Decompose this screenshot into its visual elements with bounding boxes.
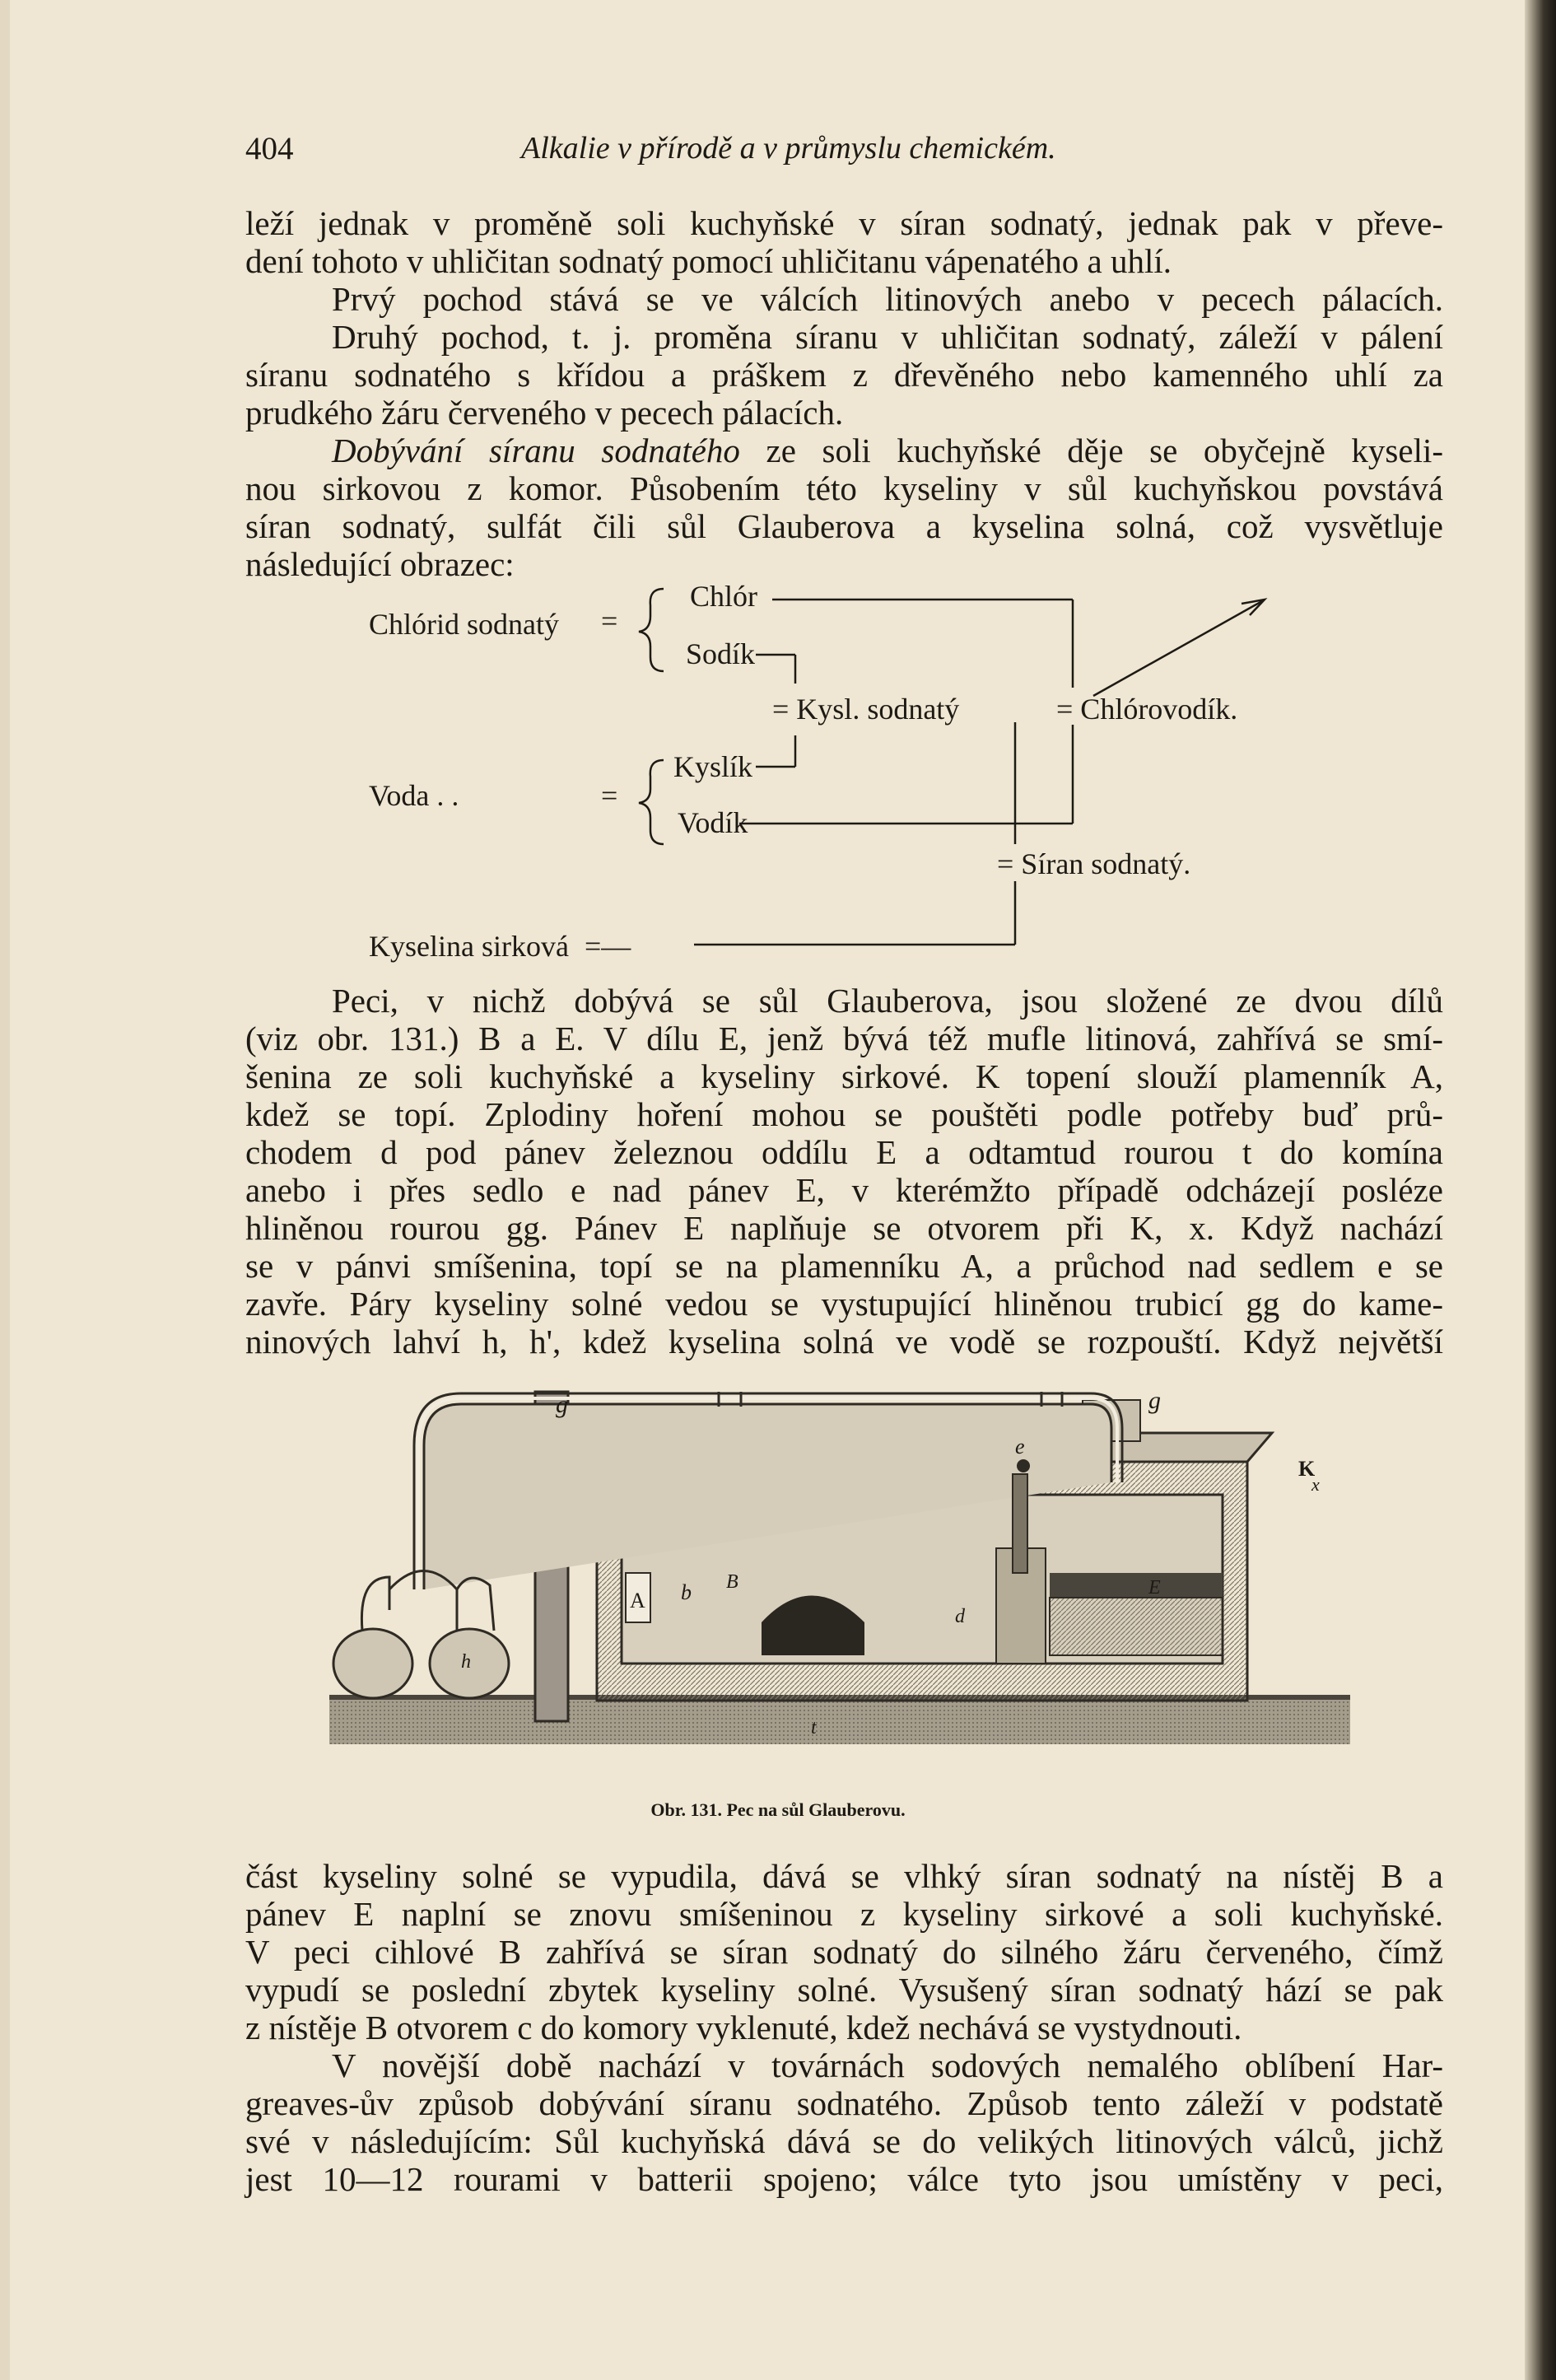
text-line: se v pánvi smíšenina, topí se na plamenníku A, a průchod nad sedlem e se <box>245 1247 1443 1285</box>
text-line: jest 10—12 rourami v batterii spojeno; válce tyto jsou umístěny v peci, <box>245 2160 1443 2198</box>
furnace-illustration <box>325 1384 1354 1779</box>
text-line: chodem d pod pánev železnou oddílu E a odtamtud rourou t do komína <box>245 1133 1443 1171</box>
page-header <box>245 130 1443 171</box>
text-line: zavře. Páry kyseliny solné vedou se vystupující hliněnou trubicí gg do kame- <box>245 1285 1443 1323</box>
text-line: ninových lahví h, h', kdež kyselina solná ve vodě se rozpouští. Když největší <box>245 1323 1443 1360</box>
text-line: síran sodnatý, sulfát čili sůl Glauberova a kyselina solná, což vysvětluje <box>245 507 1443 545</box>
book-spine-edge <box>1525 0 1556 2380</box>
fig-label-e-upper: E <box>1148 1577 1161 1598</box>
label-sodik: Sodík <box>686 637 756 670</box>
text-line: následující obrazec: <box>245 545 515 583</box>
equals-sign: =— <box>585 930 631 963</box>
text-line: nou sirkovou z komor. Působením této kyseliny v sůl kuchyňskou povstává <box>245 469 1443 507</box>
label-vodik: Vodík <box>678 806 748 839</box>
figure-caption: Obr. 131. Pec na sůl Glauberovu. <box>650 1799 906 1820</box>
label-kyselina-sirkova: Kyselina sirková <box>369 930 569 963</box>
fig-label-t: t <box>811 1717 817 1738</box>
fig-label-g: g <box>556 1391 568 1418</box>
italic-term: Dobývání síranu sodnatého <box>332 432 740 469</box>
label-chlorid-sodnaty: Chlórid sodnatý <box>369 608 559 641</box>
text-line: vypudí se poslední zbytek kyseliny solné. Vysušený síran sodnatý hází se pak <box>245 1971 1443 2009</box>
paragraph-3 <box>245 982 1443 1360</box>
text-line: Prvý pochod stává se ve válcích litinových anebo v pecech pálacích. <box>332 280 1443 318</box>
label-chlorovodik: = Chlórovodík. <box>1056 693 1238 726</box>
paragraph-1 <box>245 204 1443 432</box>
running-title: Alkalie v přírodě a v průmyslu chemickém. <box>521 131 1056 166</box>
equals-sign: = <box>601 779 618 812</box>
fig-label-a: A <box>630 1589 645 1612</box>
fig-label-b-upper: B <box>726 1571 738 1593</box>
fig-label-b: b <box>681 1580 692 1604</box>
label-kyslik: Kyslík <box>673 750 753 783</box>
paragraph-4 <box>245 1857 1443 2046</box>
text-line: své v následujícím: Sůl kuchyňská dává se do velikých litinových válců, jichž <box>245 2122 1443 2160</box>
text-line: (viz obr. 131.) B a E. V dílu E, jenž bývá též mufle litinová, zahřívá se smí- <box>245 1020 1443 1057</box>
brace-chlorid <box>639 589 664 671</box>
text-line: část kyseliny solné se vypudila, dává se vlhký síran sodnatý na nístěj B a <box>245 1857 1443 1895</box>
text-line: Peci, v nichž dobývá se sůl Glauberova, jsou složené ze dvou dílů <box>332 982 1443 1020</box>
text-line: z nístěje B otvorem c do komory vyklenuté, kdež nechává se vystydnouti. <box>245 2009 1242 2046</box>
reaction-scheme <box>245 572 1316 968</box>
label-kysl-sodnaty: = Kysl. sodnatý <box>772 693 960 726</box>
text-line: kdež se topí. Zplodiny hoření mohou se pouštěti podle potřeby buď prů- <box>245 1095 1443 1133</box>
page-left-edge <box>0 0 10 2380</box>
fig-label-g: g <box>1148 1387 1161 1414</box>
fig-label-h: h <box>461 1651 471 1673</box>
page-number: 404 <box>245 131 294 166</box>
fig-label-e: e <box>1015 1435 1025 1458</box>
paragraph-5 <box>245 2046 1443 2198</box>
text-line: prudkého žáru červeného v pecech pálacích. <box>245 394 844 432</box>
fig-label-d: d <box>955 1606 965 1627</box>
text-line: greaves-ův způsob dobývání síranu sodnatého. Způsob tento záleží v podstatě <box>245 2084 1443 2122</box>
text-line: V peci cihlové B zahřívá se síran sodnatý do silného žáru červeného, čímž <box>245 1933 1443 1971</box>
label-chlor: Chlór <box>690 580 758 613</box>
text-line: anebo i přes sedlo e nad pánev E, v kterémžto případě odcházejí posléze <box>245 1171 1443 1209</box>
brace-voda <box>639 760 664 844</box>
text-line: dení tohoto v uhličitan sodnatý pomocí uhličitanu vápenatého a uhlí. <box>245 242 1172 280</box>
text-line: Druhý pochod, t. j. proměna síranu v uhličitan sodnatý, záleží v pálení <box>332 318 1443 356</box>
fig-label-x: x <box>1311 1474 1320 1495</box>
text-line: síranu sodnatého s křídou a práškem z dřevěného nebo kamenného uhlí za <box>245 356 1443 394</box>
label-voda: Voda . . <box>369 779 459 812</box>
equals-sign: = <box>601 604 618 637</box>
text-line: leží jednak v proměně soli kuchyňské v síran sodnatý, jednak pak v převe- <box>245 204 1443 242</box>
text-line: V novější době nachází v továrnách sodových nemalého oblíbení Har- <box>332 2046 1443 2084</box>
text-line: šenina ze soli kuchyňské a kyseliny sirkové. K topení slouží plamenník A, <box>245 1057 1443 1095</box>
text-line: pánev E naplní se znovu smíšeninou z kyseliny sirkové a soli kuchyňské. <box>245 1895 1443 1933</box>
paragraph-2 <box>245 432 1443 583</box>
label-siran-sodnaty: = Síran sodnatý. <box>997 847 1191 880</box>
text-line: Dobývání síranu sodnatého ze soli kuchyňské děje se obyčejně kyseli- <box>332 432 1444 469</box>
furnace-drawing <box>325 1384 1354 1779</box>
text-line: hliněnou rourou gg. Pánev E naplňuje se otvorem při K, x. Když nachází <box>245 1209 1443 1247</box>
fig-label-k: K <box>1298 1457 1316 1481</box>
